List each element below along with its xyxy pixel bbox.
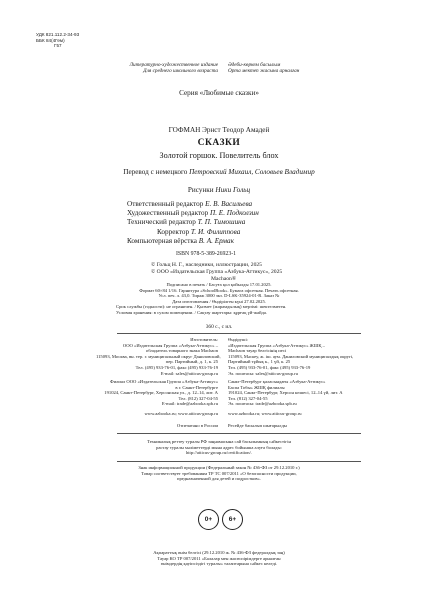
manufacturer-ru-line: пер. Партийный, д. 1, к. 25 — [165, 359, 218, 365]
branch-ru-line: E-mail: trade@azbooka.spb.ru — [161, 401, 218, 407]
manufacturer-ru — [96, 337, 221, 376]
kz-footer-line: Ақпараттық өнім белгісі (29.12.2010 ж. № 436-ФЗ федералдық заң) — [153, 550, 285, 555]
info-product-line: Знак информационной продукции (Федеральный закон № 436-ФЗ от 29.12.2010 г.) — [138, 465, 300, 470]
branch-kz-line: 191024, Санкт-Петербург, Херсон көшесі, 12–14 үй, лит. А — [228, 390, 343, 396]
manufacturer-kz-line: Machaon тауар белгісінің иесі — [228, 348, 287, 354]
printed-ru: Отпечатано в России — [176, 423, 218, 428]
divider — [117, 333, 361, 334]
manufacturer-kz-head: Өндіруші: — [228, 337, 249, 342]
certificate-note — [0, 439, 438, 456]
credit-name: П. Е. Подколзин — [210, 209, 259, 218]
credit-row — [127, 218, 259, 227]
genre-ru-line1: Литературно-художественное издание — [129, 62, 218, 68]
info-product-line: Товар соответствует требованиям ТР ТС 007/2011 «О безопасности продукции, — [141, 470, 297, 476]
print-info-line: Формат 60×84 1/16. Гарнитура «SchoolBook». Бумага офсетная. Печать офсетная. — [139, 287, 299, 293]
credit-role: Корректор — [157, 227, 190, 236]
manufacturer-ru-line: ООО «Издательская Группа «Азбука-Аттикус» – — [122, 342, 218, 348]
shelf-line: Условия хранения: в сухом помещении. / Сақтау шарттары: құрғақ үй-жайда. — [116, 309, 268, 315]
branch-ru — [86, 379, 218, 407]
branch-kz-line: Санкт-Петербург қаласындағы «Азбука-Аттикус» — [228, 379, 326, 384]
age-rating-6-plus-badge: 6+ — [222, 509, 243, 530]
print-info-line: Дата изготовления / Өндірілген күні 27.02.2025. — [172, 298, 266, 304]
manufacturer-ru-line: Тел. (495) 933-76-01, факс (495) 933-76-19 — [135, 364, 218, 370]
illustrator-name: Ники Гольц — [215, 186, 251, 194]
branch-kz-line: Тел. (812) 327-04-55 — [228, 395, 268, 401]
credit-row — [127, 200, 259, 209]
copyright-line: © Гольц Н. Г., наследники, иллюстрации, 2025 — [151, 262, 262, 268]
manufacturer-kz — [228, 337, 353, 376]
credit-name: Е. В. Васильева — [205, 200, 253, 208]
manufacturer-kz-line: Партийный тұйық к., 1 үй, к. 25 — [228, 359, 291, 365]
kz-footer-line: өнімдердің қауіпсіздігі туралы» талаптарына сәйкес келеді. — [160, 561, 278, 567]
print-info — [0, 282, 438, 304]
branch-ru-line: в г. Санкт-Петербурге — [175, 384, 218, 390]
page-count: 360 с., с ил. — [205, 324, 233, 330]
classification-codes — [36, 32, 79, 49]
translation-line — [0, 168, 438, 177]
book-title: СКАЗКИ — [197, 138, 241, 148]
illustration-prefix: Рисунки — [187, 186, 216, 194]
divider — [117, 433, 361, 434]
branch-ru-line: Тел. (812) 327-04-55 — [178, 395, 218, 401]
branch-kz — [228, 379, 343, 407]
shelf-line: Срок службы (годности): не ограничен. / Қызмет (жарамдылық) мерзімі: шектелмеген. — [116, 304, 287, 309]
credit-row — [127, 209, 259, 218]
certificate-line: растау туралы мәліметтерді мына адрес бойынша алуға болады: — [156, 444, 282, 450]
branch-ru-line: Филиал ООО «Издательская Группа «Азбука-Аттикус» — [110, 379, 218, 384]
certificate-line: Техникалық реттеу туралы РФ заңнамасына сай басылымның сәйкестігін — [147, 439, 291, 444]
manufacturer-kz-line: Эл. поштасы: sales@atticus-group.ru — [228, 370, 298, 376]
branch-kz-line: Баспа Тобы» ЖШҚ филиалы — [228, 384, 285, 390]
credits-list — [127, 200, 259, 246]
branch-ru-line: 191024, Санкт-Петербург, Херсонская ул., д. 12–14, лит. А — [104, 390, 218, 396]
manufacturer-ru-line: обладатель товарного знака Machaon — [145, 348, 218, 354]
series-label: Серия «Любимые сказки» — [179, 89, 259, 97]
shelf-life — [116, 304, 286, 315]
print-info-line: Подписано в печать / Басуға қол қойылды 17.01.2025. — [166, 282, 272, 287]
genre-kz-line1: Әдеби-көркем басылым — [228, 62, 281, 68]
bbk-code: ББК 84(4Гем) — [36, 37, 65, 43]
kz-footer-line: Тауар КО ТР 007/2011 «Балалар мен жасөспірімдерге арналған — [157, 555, 281, 561]
credit-row — [127, 237, 259, 246]
genre-kz-line2: Орта мектеп жасына арналған — [228, 68, 300, 75]
printed-kz: Ресейде басылып шығарылды — [228, 423, 287, 428]
credit-role: Технический редактор — [127, 218, 196, 227]
manufacturer-ru-head: Изготовитель: — [190, 337, 218, 342]
author-code: Г57 — [54, 43, 62, 49]
manufacturer-ru-line: E-mail: sales@atticus-group.ru — [160, 370, 218, 376]
isbn: ISBN 978-5-389-26923-1 — [176, 251, 237, 257]
website-kz: www.azbooka.ru; www.atticus-group.ru — [228, 411, 302, 416]
age-rating-0-plus-badge: 0+ — [198, 509, 219, 530]
manufacturer-kz-line: 115093, Мәскеу, ж. іш. аум. Даниловский муниципалдық округі, — [228, 353, 354, 359]
illustration-line — [0, 186, 438, 195]
credit-role: Компьютерная вёрстка — [127, 236, 197, 245]
genre-ru — [116, 62, 218, 75]
genre-ru-line2: Для среднего школьного возраста — [143, 68, 218, 75]
credit-role: Художественный редактор — [127, 209, 209, 218]
manufacturer-kz-line: Тел. (495) 933-76-01, факс (495) 933-76-19 — [228, 364, 311, 370]
info-product-line: предназначенной для детей и подростков». — [176, 476, 262, 482]
translation-prefix: Перевод с немецкого — [123, 168, 190, 176]
credit-role: Ответственный редактор — [127, 200, 204, 208]
divider — [117, 461, 361, 462]
credit-name: Т. П. Тимошина — [197, 218, 246, 227]
trademark: Machaon® — [211, 276, 237, 282]
kz-footer-note — [0, 550, 438, 567]
copyright-line: © ООО «Издательская Группа «Азбука-Аттикус», 2025 — [151, 269, 283, 275]
manufacturer-kz-line: «Издательская Группа «Азбука-Аттикус» ЖШҚ – — [228, 342, 325, 348]
print-info-line: Усл. печ. л. 43,0. Тираж 3000 экз. D-LSK-35924-01-R. Заказ № — [158, 293, 280, 299]
copyright-block — [151, 262, 282, 283]
author-name: ГОФМАН Эрнст Теодор Амадей — [168, 126, 270, 134]
genre-kz — [228, 62, 299, 75]
credit-row — [127, 228, 259, 237]
udk-code: УДК 821.112.2-34-93 — [36, 32, 80, 37]
book-subtitle: Золотой горшок. Повелитель блох — [159, 151, 279, 160]
translator-names: Петровский Михаил, Соловьев Владимир — [189, 168, 315, 176]
credit-name: Т. И. Филиппова — [190, 227, 241, 236]
credit-name: В. А. Ермак — [198, 236, 234, 245]
branch-kz-line: Эл. поштасы: trade@azbooka.spb.ru — [228, 401, 297, 407]
website-ru: www.azbooka.ru; www.atticus-group.ru — [144, 411, 218, 416]
info-product-note — [0, 465, 438, 482]
certificate-line: http://atticus-group.ru/certification/. — [185, 450, 253, 456]
manufacturer-ru-line: 115093, Москва, вн. тер. г. муниципальный округ Даниловский, — [96, 353, 221, 359]
